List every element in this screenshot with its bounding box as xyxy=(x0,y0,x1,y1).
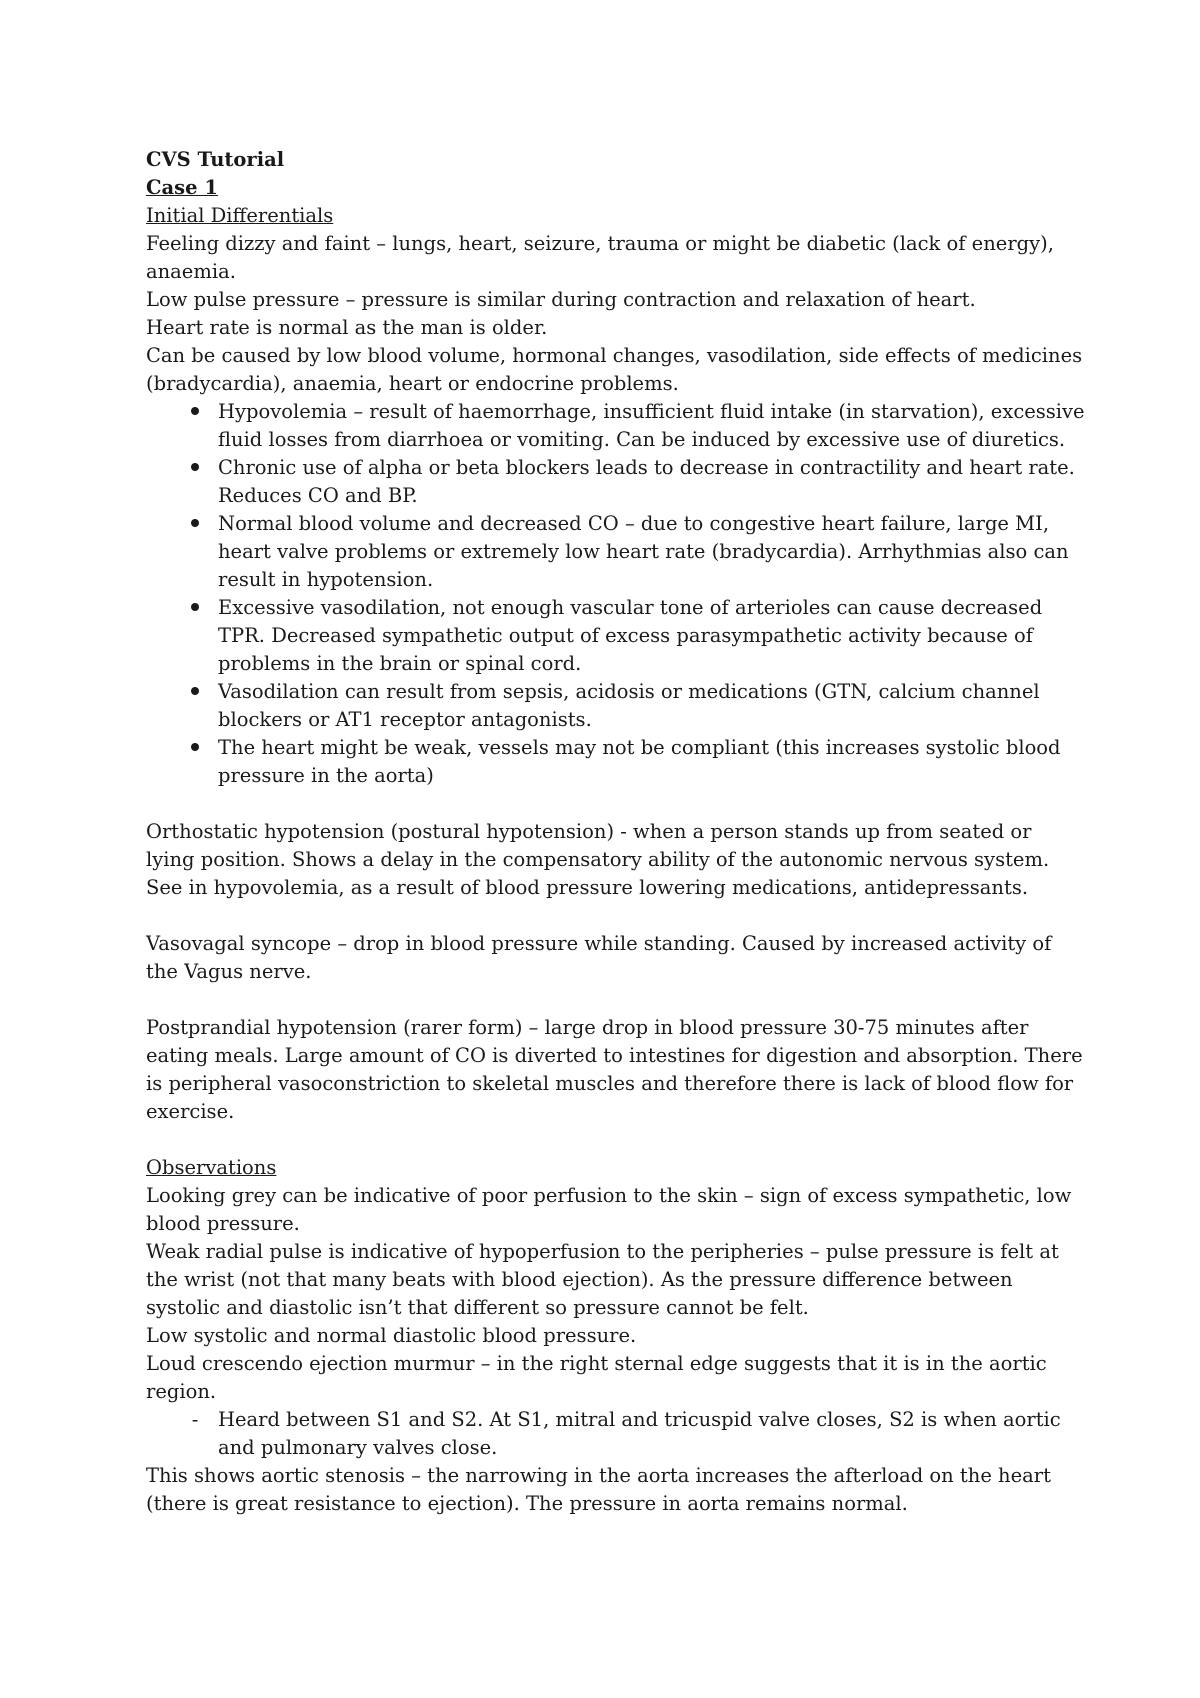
paragraph: Low pulse pressure – pressure is similar during contraction and relaxation of heart. xyxy=(146,288,976,311)
paragraph: Loud crescendo ejection murmur – in the right sternal edge suggests that it is in the aortic region. xyxy=(146,1352,1047,1403)
list-item xyxy=(218,510,1086,594)
paragraph: Looking grey can be indicative of poor perfusion to the skin – sign of excess sympathetic, low blood pressure. xyxy=(146,1184,1072,1235)
list-item xyxy=(218,398,1086,454)
dash-marker: - xyxy=(191,1408,199,1431)
list-item xyxy=(218,734,1086,790)
list-item-text: Chronic use of alpha or beta blockers leads to decrease in contractility and heart rate. Reduces CO and BP. xyxy=(218,456,1075,507)
blank-line xyxy=(146,1126,1086,1154)
list-item xyxy=(218,678,1086,734)
list-item xyxy=(218,454,1086,510)
paragraph: Feeling dizzy and faint – lungs, heart, seizure, trauma or might be diabetic (lack of energy), anaemia. xyxy=(146,232,1054,283)
paragraph: Postprandial hypotension (rarer form) – large drop in blood pressure 30-75 minutes after eating meals. Large amount of CO is diverted to intestines for digestion and absorption. There is peripheral vasoconstriction to skeletal muscles and therefore there is lack of blood flow for exercise. xyxy=(146,1016,1083,1123)
list-item-text: Excessive vasodilation, not enough vascular tone of arterioles can cause decreased TPR. Decreased sympathetic output of excess parasympathetic activity because of problems in the brain or spinal cord. xyxy=(218,596,1043,675)
bullet-list xyxy=(146,398,1086,790)
bullet-icon xyxy=(183,398,207,426)
paragraph: This shows aortic stenosis – the narrowing in the aorta increases the afterload on the heart (there is great resistance to ejection). The pressure in aorta remains normal. xyxy=(146,1464,1051,1515)
section-heading-initial-differentials: Initial Differentials xyxy=(146,204,334,227)
blank-line xyxy=(146,986,1086,1014)
paragraph: Weak radial pulse is indicative of hypoperfusion to the peripheries – pulse pressure is felt at the wrist (not that many beats with blood ejection). As the pressure difference between systolic and diastolic isn’t that different so pressure cannot be felt. xyxy=(146,1240,1059,1319)
list-item-text: Hypovolemia – result of haemorrhage, insufficient fluid intake (in starvation), excessive fluid losses from diarrhoea or vomiting. Can be induced by excessive use of diuretics. xyxy=(218,400,1085,451)
document-page xyxy=(146,146,1086,1518)
list-item-text: The heart might be weak, vessels may not be compliant (this increases systolic blood pressure in the aorta) xyxy=(218,736,1061,787)
paragraph: Orthostatic hypotension (postural hypotension) - when a person stands up from seated or lying position. Shows a delay in the compensatory ability of the autonomic nervous system. See in hypovolemia, as a result of blood pressure lowering medications, antidepressants. xyxy=(146,820,1050,899)
bullet-icon xyxy=(183,734,207,762)
section-heading-observations: Observations xyxy=(146,1156,277,1179)
blank-line xyxy=(146,902,1086,930)
paragraph: Low systolic and normal diastolic blood pressure. xyxy=(146,1324,637,1347)
bullet-icon xyxy=(183,594,207,622)
case-heading: Case 1 xyxy=(146,176,218,199)
document-title: CVS Tutorial xyxy=(146,148,285,171)
paragraph: Can be caused by low blood volume, hormonal changes, vasodilation, side effects of medicines (bradycardia), anaemia, heart or endocrine problems. xyxy=(146,344,1083,395)
bullet-icon xyxy=(183,678,207,706)
list-item-text: Heard between S1 and S2. At S1, mitral and tricuspid valve closes, S2 is when aortic and pulmonary valves close. xyxy=(218,1408,1061,1459)
blank-line xyxy=(146,790,1086,818)
list-item-text: Vasodilation can result from sepsis, acidosis or medications (GTN, calcium channel blockers or AT1 receptor antagonists. xyxy=(218,680,1040,731)
bullet-icon xyxy=(183,510,207,538)
paragraph: Heart rate is normal as the man is older. xyxy=(146,316,548,339)
list-item xyxy=(218,594,1086,678)
list-item-text: Normal blood volume and decreased CO – due to congestive heart failure, large MI, heart valve problems or extremely low heart rate (bradycardia). Arrhythmias also can result in hypotension. xyxy=(218,512,1069,591)
paragraph: Vasovagal syncope – drop in blood pressure while standing. Caused by increased activity of the Vagus nerve. xyxy=(146,932,1052,983)
list-item xyxy=(191,1406,1086,1462)
bullet-icon xyxy=(183,454,207,482)
dash-list xyxy=(146,1406,1086,1462)
